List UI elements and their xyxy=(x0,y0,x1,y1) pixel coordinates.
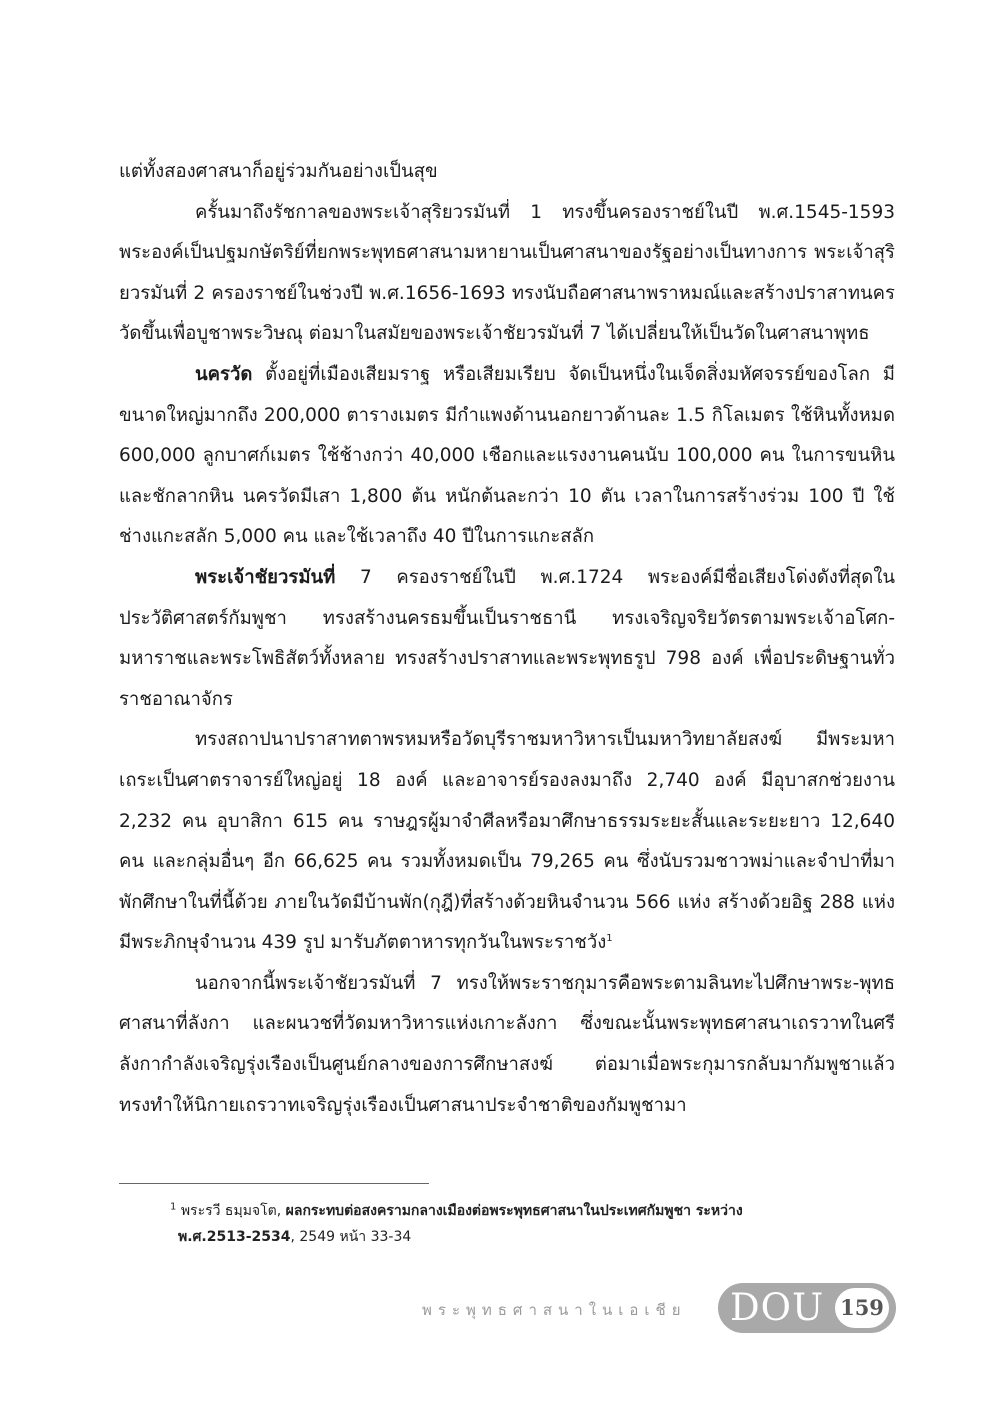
running-title: พระพุทธศาสนาในเอเชีย xyxy=(422,1301,687,1319)
paragraph-angkor-wat-text: ตั้งอยู่ที่เมืองเสียมราฐ หรือเสียมเรียบ จัดเป็นหนึ่งในเจ็ดสิ่งมหัศจรรย์ของโลก มีขนาดใหญ่มากถึง 200,000 ตารางเมตร มีกำแพงด้านนอกยาวด้านละ 1.5 กิโลเมตร ใช้หินทั้งหมด 600,000 ลูกบาศก์เมตร ใช้ช้างกว่า 40,000 เชือกและแรงงานคนนับ 100,000 คน ในการขนหินและชักลากหิน นครวัดมีเสา 1,800 ต้น หนักต้นละกว่า 10 ตัน เวลาในการสร้างร่วม 100 ปี ใช้ช่างแกะสลัก 5,000 คน และใช้เวลาถึง 40 ปีในการแกะสลัก xyxy=(119,363,895,548)
footnote-author: พระรวี ธมฺมจโต, xyxy=(180,1203,286,1219)
paragraph-prince-tamalinda: นอกจากนี้พระเจ้าชัยวรมันที่ 7 ทรงให้พระราชกุมารคือพระตามลินทะไปศึกษาพระ-พุทธศาสนาที่ลังกา และผนวชที่วัดมหาวิหารแห่งเกาะลังกา ซึ่งขณะนั้นพระพุทธศาสนาเถรวาทในศรีลังกากำลังเจริญรุ่งเรืองเป็นศูนย์กลางของการศึกษาสงฆ์ ต่อมาเมื่อพระกุมารกลับมากัมพูชาแล้ว ทรงทำให้นิกายเถรวาทเจริญรุ่งเรืองเป็นศาสนาประจำชาติของกัมพูชามา xyxy=(119,972,895,1116)
main-text xyxy=(119,152,895,1126)
footnote-title-cont: พ.ศ.2513-2534 xyxy=(178,1229,291,1245)
footnote-line-2 xyxy=(170,1224,890,1250)
dou-badge xyxy=(718,1283,896,1333)
page-number: 159 xyxy=(835,1288,889,1328)
paragraph-continuation: แต่ทั้งสองศาสนาก็อยู่ร่วมกันอย่างเป็นสุข xyxy=(119,161,438,182)
footnote xyxy=(170,1198,890,1250)
footnote-citation: , 2549 หน้า 33-34 xyxy=(290,1229,412,1245)
paragraph-suryavarman: ครั้นมาถึงรัชกาลของพระเจ้าสุริยวรมันที่ 1 ทรงขึ้นครองราชย์ในปี พ.ศ.1545-1593 พระองค์เป็นปฐมกษัตริย์ที่ยกพระพุทธศาสนามหายานเป็นศาสนาของรัฐอย่างเป็นทางการ พระเจ้าสุริยวรมันที่ 2 ครองราชย์ในช่วงปี พ.ศ.1656-1693 ทรงนับถือศาสนาพราหมณ์และสร้างปราสาทนครวัดขึ้นเพื่อบูชาพระวิษณุ ต่อมาในสมัยของพระเจ้าชัยวรมันที่ 7 ได้เปลี่ยนให้เป็นวัดในศาสนาพุทธ xyxy=(119,201,895,345)
paragraph-ta-prohm-text: ทรงสถาปนาปราสาทตาพรหมหรือวัดบุรีราชมหาวิหารเป็นมหาวิทยาลัยสงฆ์ มีพระมหาเถระเป็นศาตราจารย์ใหญ่อยู่ 18 องค์ และอาจารย์รองลงมาถึง 2,740 องค์ มีอุบาสกช่วยงาน 2,232 คน อุบาสิกา 615 คน ราษฎรผู้มาจำศีลหรือมาศึกษาธรรมระยะสั้นและระยะยาว 12,640 คน และกลุ่มอื่นๆ อีก 66,625 คน รวมทั้งหมดเป็น 79,265 คน ซึ่งนับรวมชาวพม่าและจำปาที่มาพักศึกษาในที่นี้ด้วย ภายในวัดมีบ้านพัก(กุฎี)ที่สร้างด้วยหินจำนวน 566 แห่ง สร้างด้วยอิฐ 288 แห่ง มีพระภิกษุจำนวน 439 รูป มารับภัตตาหารทุกวันในพระราชวัง xyxy=(119,729,895,954)
footnote-divider xyxy=(119,1183,429,1184)
footnote-line-1 xyxy=(170,1198,890,1224)
dou-logo-text: DOU xyxy=(730,1286,825,1329)
term-jayavarman: พระเจ้าชัยวรมันที่ xyxy=(195,566,336,588)
footnote-marker: 1 xyxy=(170,1201,177,1213)
paragraph-jayavarman-text: 7 ครองราชย์ในปี พ.ศ.1724 พระองค์มีชื่อเสียงโด่งดังที่สุดในประวัติศาสตร์กัมพูชา ทรงสร้างนครธมขึ้นเป็นราชธานี ทรงเจริญจริยวัตรตามพระเจ้าอโศก-มหาราชและพระโพธิสัตว์ทั้งหลาย ทรงสร้างปราสาทและพระพุทธรูป 798 องค์ เพื่อประดิษฐานทั่วราชอาณาจักร xyxy=(119,566,895,710)
paragraph-jayavarman xyxy=(119,558,895,720)
footnote-reference[interactable]: 1 xyxy=(606,933,613,945)
paragraph-ta-prohm xyxy=(119,720,895,964)
term-angkor-wat: นครวัด xyxy=(195,363,253,385)
paragraph-angkor-wat xyxy=(119,355,895,558)
footnote-title: ผลกระทบต่อสงครามกลางเมืองต่อพระพุทธศาสนาในประเทศกัมพูชา ระหว่าง xyxy=(285,1203,743,1219)
